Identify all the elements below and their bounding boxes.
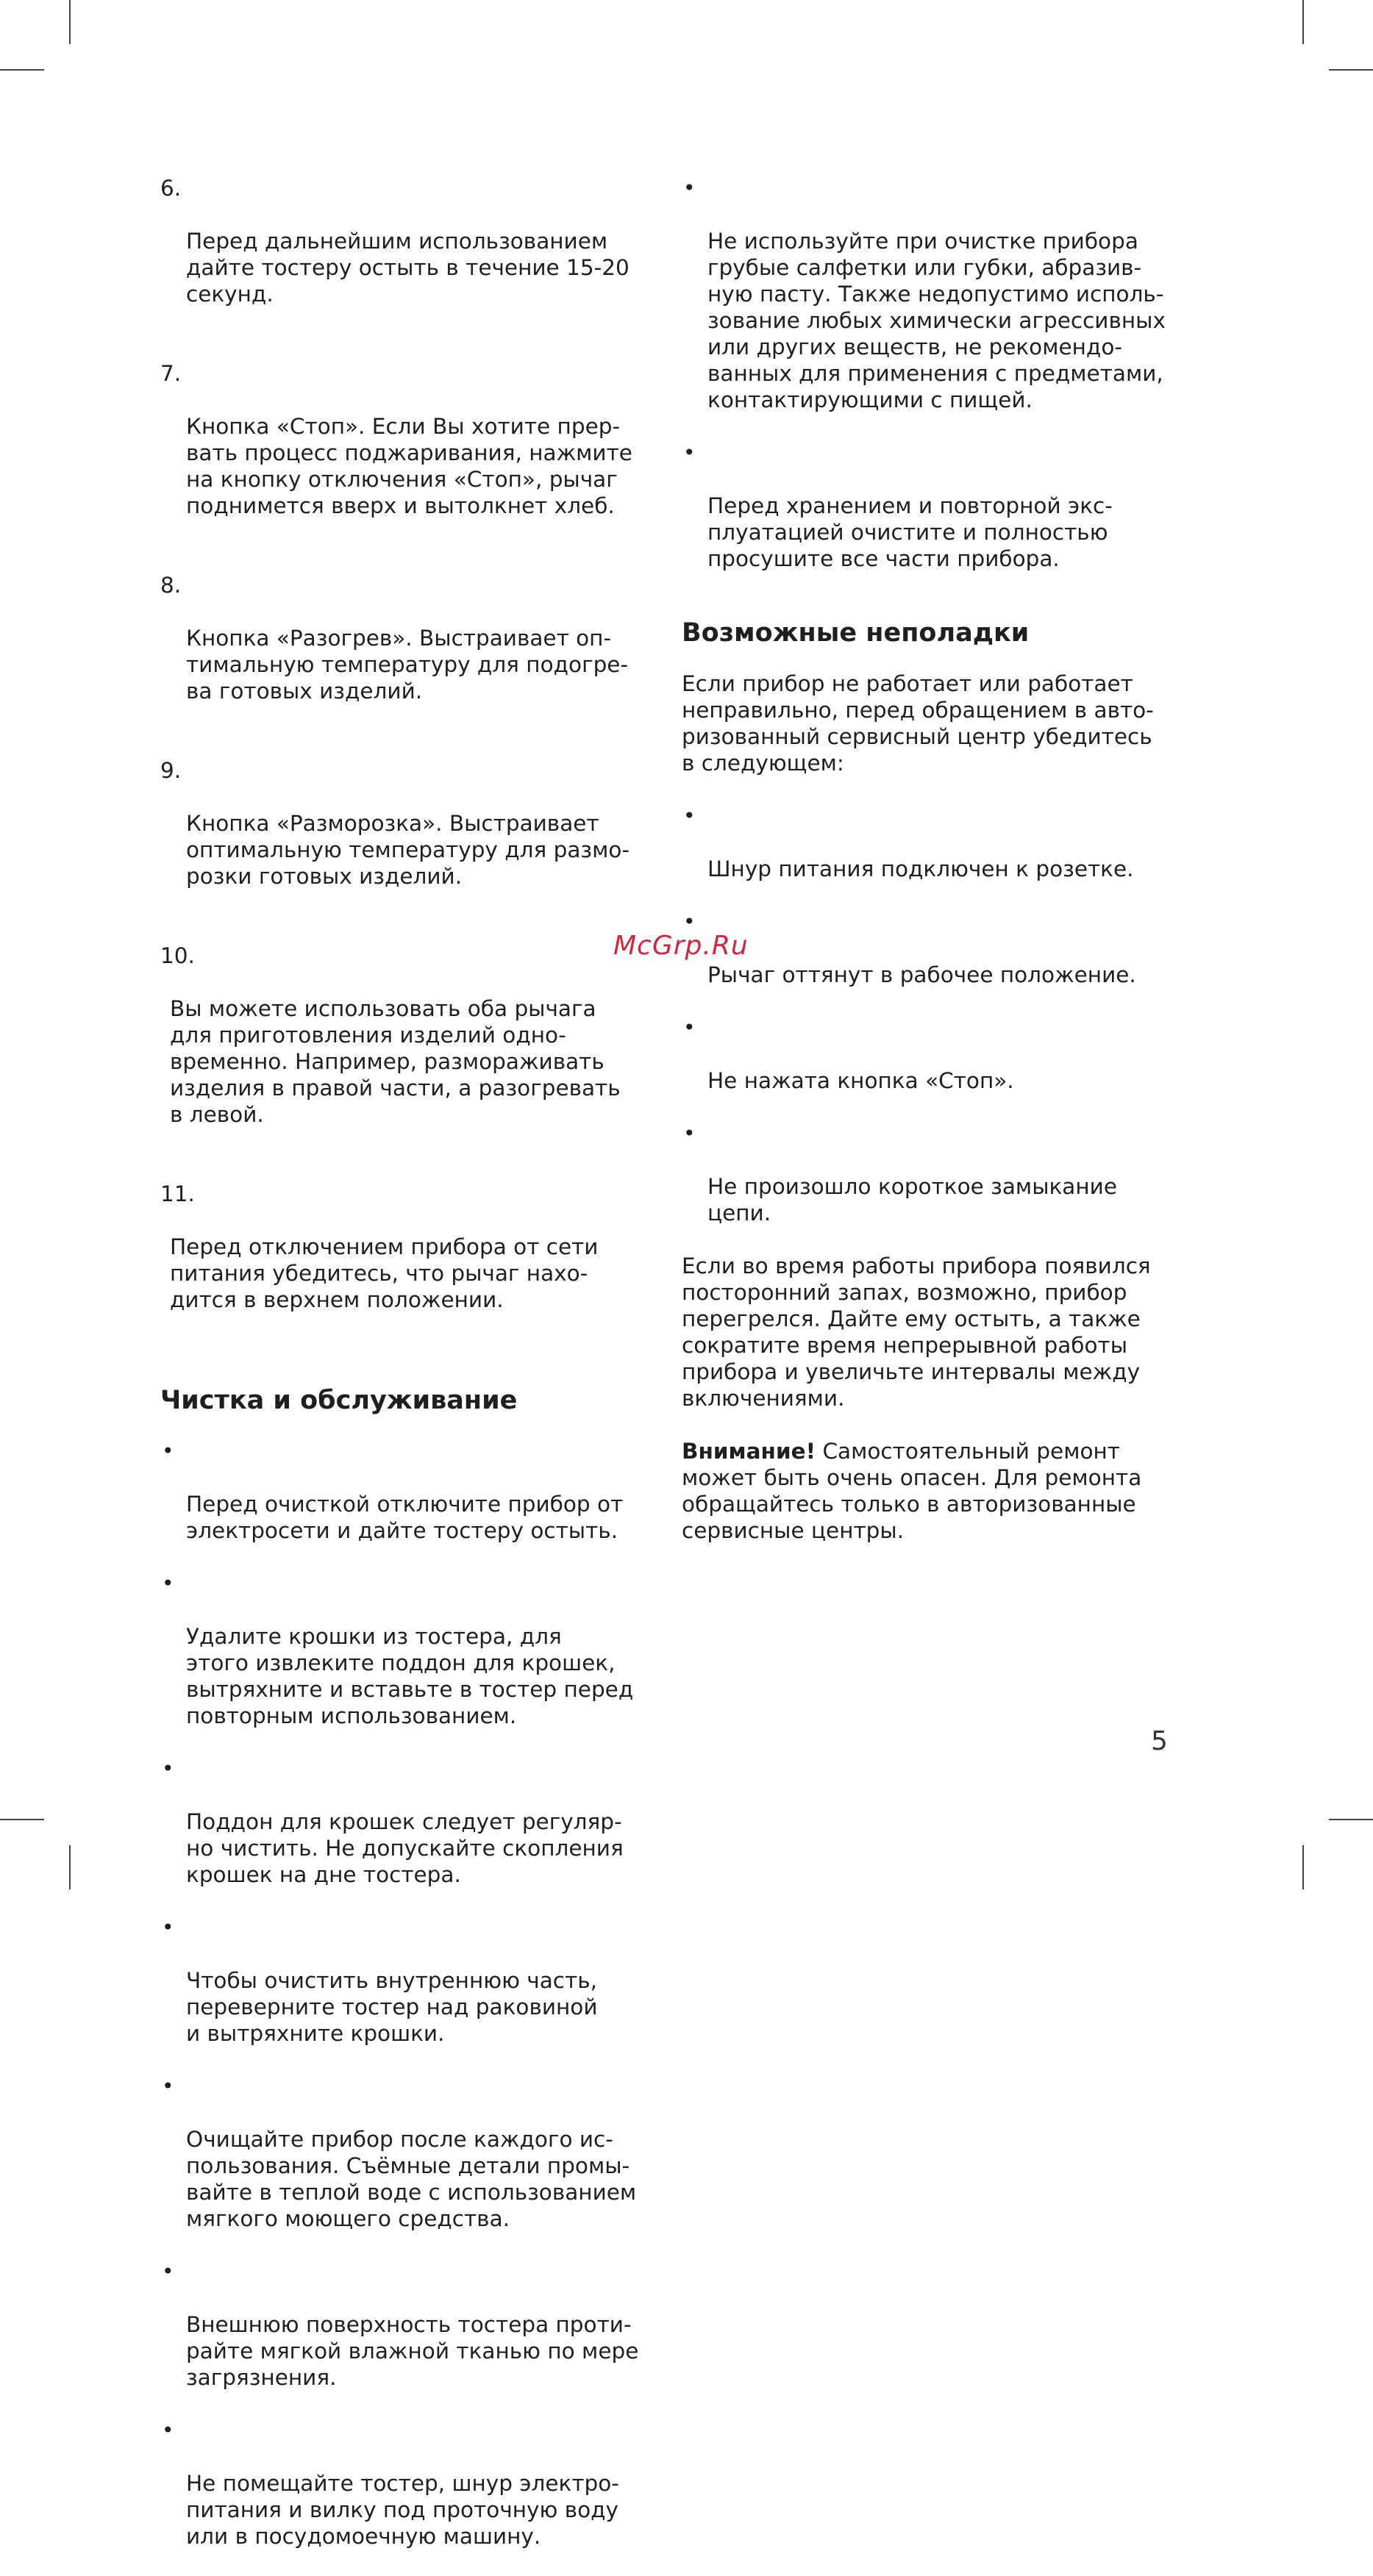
bullet-icon: • bbox=[683, 909, 696, 934]
list-item bbox=[160, 757, 660, 916]
item-number: 6. bbox=[160, 176, 182, 201]
item-text: Кнопка «Разморозка». Выстраивает оптимальную температуру для размо- розки готовых изделий. bbox=[186, 811, 630, 889]
bullet-text: Не помещайте тостер, шнур электро- питания и вилку под проточную воду или в посудомоечную машину. bbox=[186, 2471, 619, 2549]
item-text: Кнопка «Разогрев». Выстраивает оп- тимальную температуру для подогре- ва готовых изделий. bbox=[186, 626, 629, 704]
list-item bbox=[160, 175, 660, 334]
bullet-icon: • bbox=[683, 440, 696, 465]
item-text: Перед отключением прибора от сети питания убедитесь, что рычаг нахо- дится в верхнем положении. bbox=[170, 1234, 599, 1312]
item-number: 11. bbox=[160, 1181, 195, 1206]
bullet-icon: • bbox=[162, 2259, 174, 2283]
item-number: 10. bbox=[160, 943, 195, 968]
bullet-icon: • bbox=[683, 176, 696, 200]
warning-label: Внимание! bbox=[682, 1439, 816, 1464]
section-heading-troubleshooting: Возможные неполадки bbox=[682, 618, 1030, 648]
bullet-text: Не используйте при очистке прибора грубые салфетки или губки, абразив- ную пасту. Также недопустимо исполь- зование любых химически агрессивных или других веществ, не рекомендо- ванных для применения с предметами, контактирующими с пищей. bbox=[707, 229, 1166, 412]
warning-paragraph bbox=[682, 1438, 1182, 1544]
item-number: 9. bbox=[160, 758, 182, 783]
right-column bbox=[682, 175, 1182, 1570]
list-item bbox=[160, 360, 660, 545]
page-number: 5 bbox=[1151, 1726, 1168, 1756]
list-item bbox=[160, 942, 660, 1154]
bullet-icon: • bbox=[162, 1915, 174, 1939]
bullet-icon: • bbox=[162, 2074, 174, 2098]
crop-mark bbox=[1329, 1819, 1373, 1820]
list-item bbox=[160, 2258, 660, 2391]
bullet-icon: • bbox=[162, 1439, 174, 1463]
list-item bbox=[160, 1570, 660, 1729]
list-item bbox=[160, 1181, 660, 1339]
crop-mark bbox=[0, 69, 44, 71]
bullet-icon: • bbox=[683, 804, 696, 828]
list-item bbox=[682, 909, 1182, 988]
list-item bbox=[682, 803, 1182, 882]
bullet-icon: • bbox=[683, 1015, 696, 1040]
bullet-text: Не произошло короткое замыкание цепи. bbox=[707, 1174, 1117, 1226]
list-item bbox=[160, 1438, 660, 1544]
bullet-text: Перед хранением и повторной экс- плуатацией очистите и полностью просушите все части прибора. bbox=[707, 493, 1113, 571]
crop-mark bbox=[1302, 1845, 1304, 1889]
smell-note: Если во время работы прибора появился посторонний запах, возможно, прибор перегрелся. Дайте ему остыть, а также сократите время непрерывной работы прибора и увеличьте интервалы между включениями. bbox=[682, 1253, 1151, 1411]
bullet-text: Внешнюю поверхность тостера проти- райте мягкой влажной тканью по мере загрязнения. bbox=[186, 2312, 639, 2390]
crop-mark bbox=[1329, 69, 1373, 71]
bullet-text: Рычаг оттянут в рабочее положение. bbox=[707, 962, 1136, 987]
section-heading-cleaning: Чистка и обслуживание bbox=[160, 1386, 518, 1415]
list-item bbox=[160, 572, 660, 731]
crop-mark bbox=[0, 1819, 44, 1820]
bullet-text: Чтобы очистить внутреннюю часть, переверните тостер над раковиной и вытряхните крошки. bbox=[186, 1968, 598, 2046]
bullet-text: Не нажата кнопка «Стоп». bbox=[707, 1068, 1014, 1093]
list-item bbox=[160, 1756, 660, 1888]
item-text: Перед дальнейшим использованием дайте тостеру остыть в течение 15-20 секунд. bbox=[186, 229, 630, 307]
item-number: 8. bbox=[160, 573, 182, 598]
item-text: Вы можете использовать оба рычага для приготовления изделий одно- временно. Например, размораживать изделия в правой части, а разогревать в левой. bbox=[170, 996, 621, 1127]
bullet-icon: • bbox=[162, 1571, 174, 1595]
item-number: 7. bbox=[160, 361, 182, 386]
watermark: McGrp.Ru bbox=[613, 931, 749, 961]
bullet-text: Шнур питания подключен к розетке. bbox=[707, 856, 1134, 881]
list-item bbox=[682, 1120, 1182, 1226]
list-item bbox=[160, 2417, 660, 2550]
left-column bbox=[160, 175, 660, 2576]
bullet-text: Очищайте прибор после каждого ис- пользования. Съёмные детали промы- вайте в теплой воде с использованием мягкого моющего средства. bbox=[186, 2127, 637, 2231]
list-item bbox=[160, 1914, 660, 2047]
bullet-icon: • bbox=[162, 1756, 174, 1781]
list-item bbox=[682, 175, 1182, 413]
item-text: Кнопка «Стоп». Если Вы хотите прер- вать процесс поджаривания, нажмите на кнопку отключения «Стоп», рычаг поднимется вверх и вытолкнет хлеб. bbox=[186, 414, 632, 518]
troubleshooting-intro: Если прибор не работает или работает неправильно, перед обращением в авто- ризованный сервисный центр убедитесь в следующем: bbox=[682, 671, 1154, 776]
warning-text: Самостоятельный ремонт может быть очень опасен. Для ремонта обращайтесь только в авторизованные сервисные центры. bbox=[682, 1439, 1142, 1543]
bullet-text: Удалите крошки из тостера, для этого извлеките поддон для крошек, вытряхните и вставьте в тостер перед повторным использованием. bbox=[186, 1624, 634, 1728]
bullet-icon: • bbox=[683, 1121, 696, 1145]
bullet-text: Перед очисткой отключите прибор от электросети и дайте тостеру остыть. bbox=[186, 1492, 624, 1543]
list-item bbox=[682, 1015, 1182, 1094]
bullet-text: Поддон для крошек следует регуляр- но чистить. Не допускайте скопления крошек на дне тостера. bbox=[186, 1809, 624, 1887]
crop-mark bbox=[69, 1845, 71, 1889]
crop-mark bbox=[1302, 0, 1304, 44]
crop-mark bbox=[69, 0, 71, 44]
bullet-icon: • bbox=[162, 2418, 174, 2442]
list-item bbox=[160, 2073, 660, 2232]
list-item bbox=[682, 440, 1182, 572]
